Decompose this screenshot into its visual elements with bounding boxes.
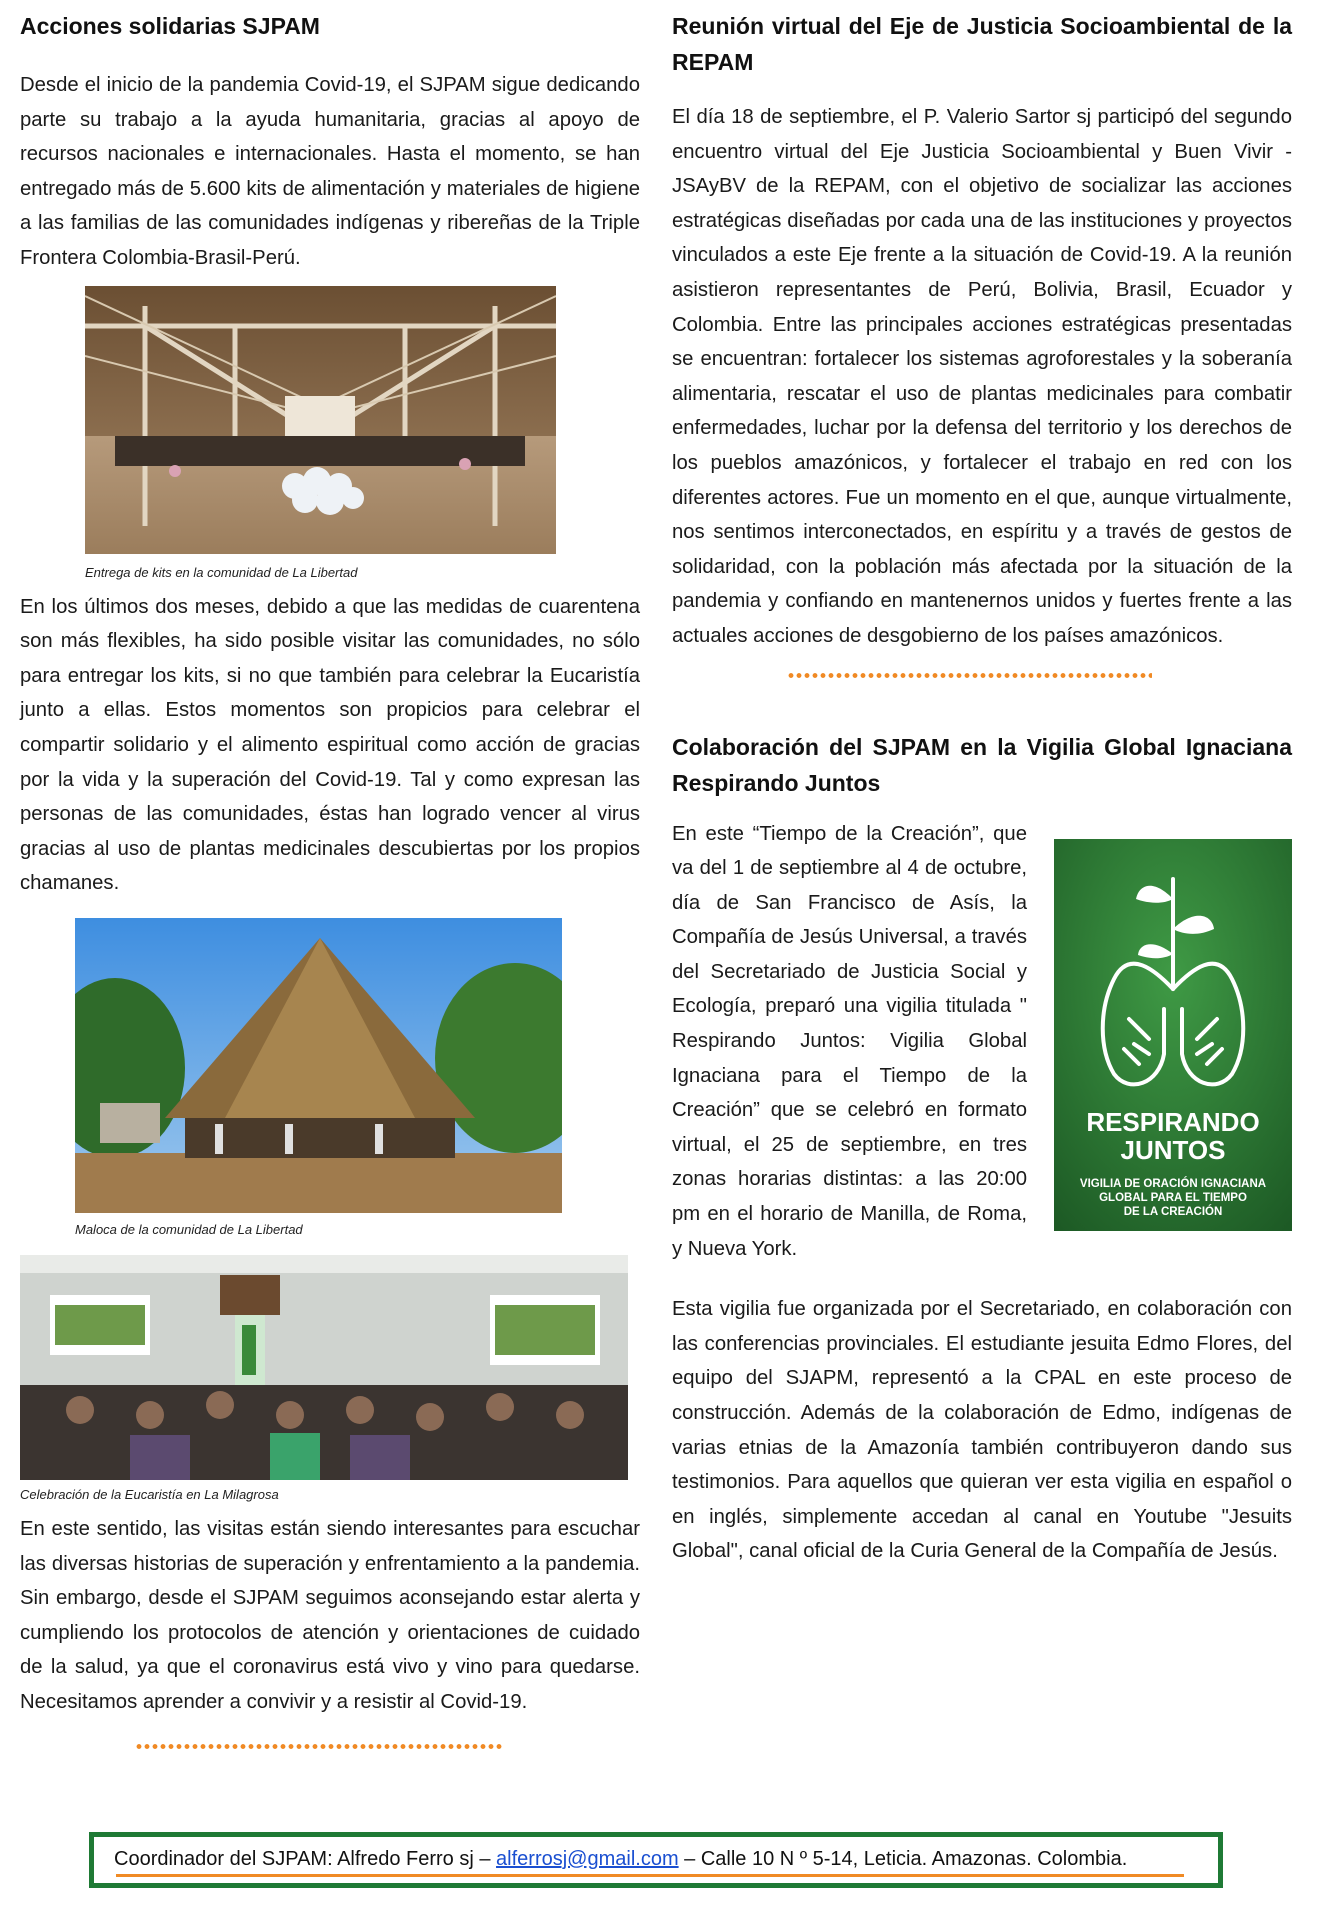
caption-kits: Entrega de kits en la comunidad de La Libertad bbox=[85, 564, 358, 580]
section-title-acciones: Acciones solidarias SJPAM bbox=[20, 13, 320, 39]
vigilia-body bbox=[672, 817, 1292, 1267]
caption-eucaristia: Celebración de la Eucaristía en La Milagrosa bbox=[20, 1486, 279, 1502]
photo-eucaristia bbox=[20, 1255, 628, 1480]
footer-contact-box bbox=[89, 1832, 1223, 1888]
photo-maloca bbox=[75, 918, 562, 1213]
paragraph-acciones-visitas: En los últimos dos meses, debido a que las medidas de cuarentena son más flexibles, ha sido posible visitar las comunidades, no sólo para entregar los kits, si no que también para celebrar la Eucaristía junto a ellas. Estos momentos son propicios para celebrar el compartir solidario y el alimento espiritual como acción de gracias por la vida y la superación del Covid-19. Tal y como expresan las personas de las comunidades, éstas han logrado vencer al virus gracias al uso de plantas medicinales descubiertas por los propios chamanes. bbox=[20, 595, 640, 895]
footer-underline bbox=[116, 1874, 1184, 1877]
footer-contact-line bbox=[114, 1841, 1127, 1877]
paragraph-vigilia-intro: En este “Tiempo de la Creación”, que va del 1 de septiembre al 4 de octubre, día de San Francisco de Asís, la Compañía de Jesús Universal, a través del Secretariado de Justicia Social y Ecología, preparó una vigilia titulada " Respirando Juntos: Vigilia Global Ignaciana para el Tiempo de la Creación” que se celebró en formato virtual, el 25 de septiembre, en tres zonas horarias distintas: a las 20:00 pm en el horario de Manilla, de Roma, y Nueva York. bbox=[672, 822, 1027, 1260]
section-title-reunion-repam: Reunión virtual del Eje de Justicia Socioambiental de la REPAM bbox=[672, 13, 1292, 75]
paragraph-acciones-sentido: En este sentido, las visitas están siendo interesantes para escuchar las diversas historias de superación y enfrentamiento a la pandemia. Sin embargo, desde el SJPAM seguimos aconsejando estar alerta y cumpliendo los protocolos de atención y orientaciones de cuidado de la salud, ya que el coronavirus está vivo y vino para quedarse. Necesitamos aprender a convivir y a resistir al Covid-19. bbox=[20, 1517, 640, 1713]
paragraph-reunion-repam: El día 18 de septiembre, el P. Valerio Sartor sj participó del segundo encuentro virtual del Eje Justicia Socioambiental y Buen Vivir - JSAyBV de la REPAM, con el objetivo de socializar las acciones estratégicas diseñadas por cada una de las instituciones y proyectos vinculados a este Eje frente a la situación de Covid-19. A la reunión asistieron representantes de Perú, Bolivia, Brasil, Ecuador y Colombia. Entre las principales acciones estratégicas presentadas se encuentran: fortalecer los sistemas agroforestales y la soberanía alimentaria, rescatar el uso de plantas medicinales para combatir enfermedades, luchar por la defensa del territorio y los derechos de los pueblos amazónicos, y fortalecer el trabajo en red con los diferentes actores. Fue un momento en el que, aunque virtualmente, nos sentimos interconectados, en espíritu y a través de gestos de solidaridad, con la población más afectada por la situación de la pandemia y confiando en mantenernos unidos y fuertes frente a las actuales acciones de desgobierno de los países amazónicos. bbox=[672, 106, 1292, 647]
poster-respirando-juntos bbox=[1054, 839, 1292, 1231]
photo-kits-delivery bbox=[85, 286, 556, 554]
poster-subtitle-line2: GLOBAL PARA EL TIEMPO bbox=[1099, 1191, 1247, 1204]
footer-prefix: Coordinador del SJPAM: Alfredo Ferro sj – bbox=[114, 1848, 497, 1870]
poster-subtitle-line3: DE LA CREACIÓN bbox=[1123, 1205, 1223, 1218]
poster-title-line2: JUNTOS bbox=[1120, 1134, 1226, 1165]
left-column bbox=[20, 8, 640, 1750]
section-separator-right bbox=[787, 672, 1152, 679]
poster-subtitle-line1: VIGILIA DE ORACIÓN IGNACIANA bbox=[1079, 1177, 1267, 1190]
section-title-vigilia: Colaboración del SJPAM en la Vigilia Global Ignaciana Respirando Juntos bbox=[672, 733, 1292, 796]
paragraph-vigilia-organizacion: Esta vigilia fue organizada por el Secretariado, en colaboración con las conferencias provinciales. El estudiante jesuita Edmo Flores, del equipo del SJAPM, representó a la CPAL en este proceso de construcción. Además de la colaboración de Edmo, indígenas de varias etnias de la Amazonía también contribuyeron dando sus testimonios. Para aquellos que quieran ver esta vigilia en español o en inglés, simplemente accedan al canal en Youtube "Jesuits Global", canal oficial de la Curia General de la Compañía de Jesús. bbox=[672, 1298, 1292, 1563]
section-separator-left bbox=[135, 1743, 503, 1750]
caption-maloca: Maloca de la comunidad de La Libertad bbox=[75, 1221, 303, 1237]
footer-address: – Calle 10 N º 5-14, Leticia. Amazonas. Colombia. bbox=[678, 1848, 1128, 1870]
paragraph-acciones-intro: Desde el inicio de la pandemia Covid-19, el SJPAM sigue dedicando parte su trabajo a la ayuda humanitaria, gracias al apoyo de recursos nacionales e internacionales. Hasta el momento, se han entregado más de 5.600 kits de alimentación y materiales de higiene a las familias de las comunidades indígenas y ribereñas de la Triple Frontera Colombia-Brasil-Perú. bbox=[20, 74, 640, 269]
footer-email-link[interactable]: alferrosj@gmail.com bbox=[496, 1848, 679, 1870]
right-column bbox=[672, 8, 1292, 1569]
poster-title-line1: RESPIRANDO bbox=[1086, 1106, 1260, 1137]
